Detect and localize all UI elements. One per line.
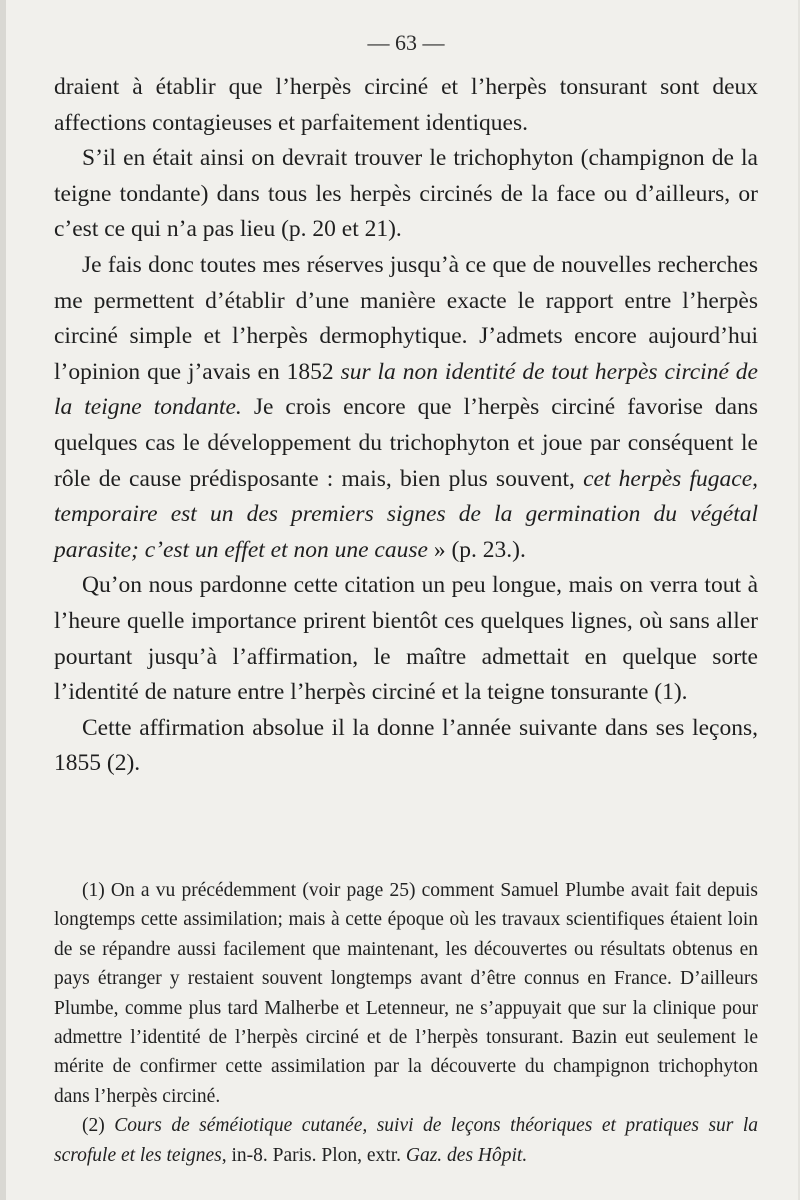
footnote-2-prefix: (2) xyxy=(82,1115,115,1137)
quotation-text-3: » (p. 23.). xyxy=(427,536,526,563)
footnote-2-journal: Gaz. des Hôpit. xyxy=(405,1144,528,1166)
footnote-2 xyxy=(54,1111,758,1170)
footnote-2-publisher: , in-8. Paris. Plon, extr. xyxy=(221,1144,406,1166)
paragraph-trichophyton: S’il en était ainsi on devrait trouver le trichophyton (champignon de la teigne tondante) dans tous les herpès circinés de la face ou d’ailleurs, or c’est ce qui n’a pas lieu (p. 20 et 21). xyxy=(54,145,758,243)
paragraph-affirmation: Cette affirmation absolue il la donne l’année suivante dans ses leçons, 1855 (2). xyxy=(54,714,758,777)
quotation-italic-2: cet herpès fugace, temporaire est un des premiers signes de la germination du végétal parasite; c’est un effet et non une cause xyxy=(54,465,758,563)
paragraph-quotation xyxy=(54,248,758,568)
footnote-2-title: Cours de séméiotique cutanée, suivi de leçons théoriques et pratiques sur la scrofule et les teignes xyxy=(54,1115,758,1166)
quotation-italic-1: sur la non identité de tout herpès circiné de la teigne tondante. xyxy=(54,358,758,421)
footnote-1: (1) On a vu précédemment (voir page 25) comment Samuel Plumbe avait fait depuis longtemps cette assimilation; mais à cette époque où les travaux scientifiques étaient loin de se répandre aussi facilement que maintenant, les découvertes ou résultats obtenus en pays étranger y restaient souvent longtemps avant d’être connus en France. D’ailleurs Plumbe, comme plus tard Malherbe et Letenneur, ne s’appuyait que sur la clinique pour admettre l’identité de l’herpès circiné et de l’herpès tonsurant. Bazin eut seulement le mérite de confirmer cette assimilation par la découverte du champignon trichophyton dans l’herpès circiné. xyxy=(54,880,758,1107)
quotation-text: Je fais donc toutes mes réserves jusqu’à ce que de nouvelles recherches me permettent d’établir d’une manière exacte le rapport entre l’herpès circiné simple et l’herpès dermophytique. J’admets encore aujourd’hui l’opinion que j’avais en 1852 xyxy=(54,251,758,385)
paragraph-pardon: Qu’on nous pardonne cette citation un peu longue, mais on verra tout à l’heure quelle importance prirent bientôt ces quelques lignes, où sans aller pourtant jusqu’à l’affirmation, le maître admettait en quelque sorte l’identité de nature entre l’herpès circiné et la teigne tonsurante (1). xyxy=(54,572,758,706)
paragraph-continuation: draient à établir que l’herpès circiné et l’herpès tonsurant sont deux affections contagieuses et parfaitement identiques. xyxy=(54,74,758,136)
page-number: — 63 — xyxy=(367,30,445,55)
main-text xyxy=(54,70,758,782)
quotation-text-2: Je crois encore que l’herpès circiné favorise dans quelques cas le développement du trichophyton et joue par conséquent le rôle de cause prédisposante : mais, bien plus souvent, xyxy=(54,394,758,492)
footnotes xyxy=(54,876,758,1170)
